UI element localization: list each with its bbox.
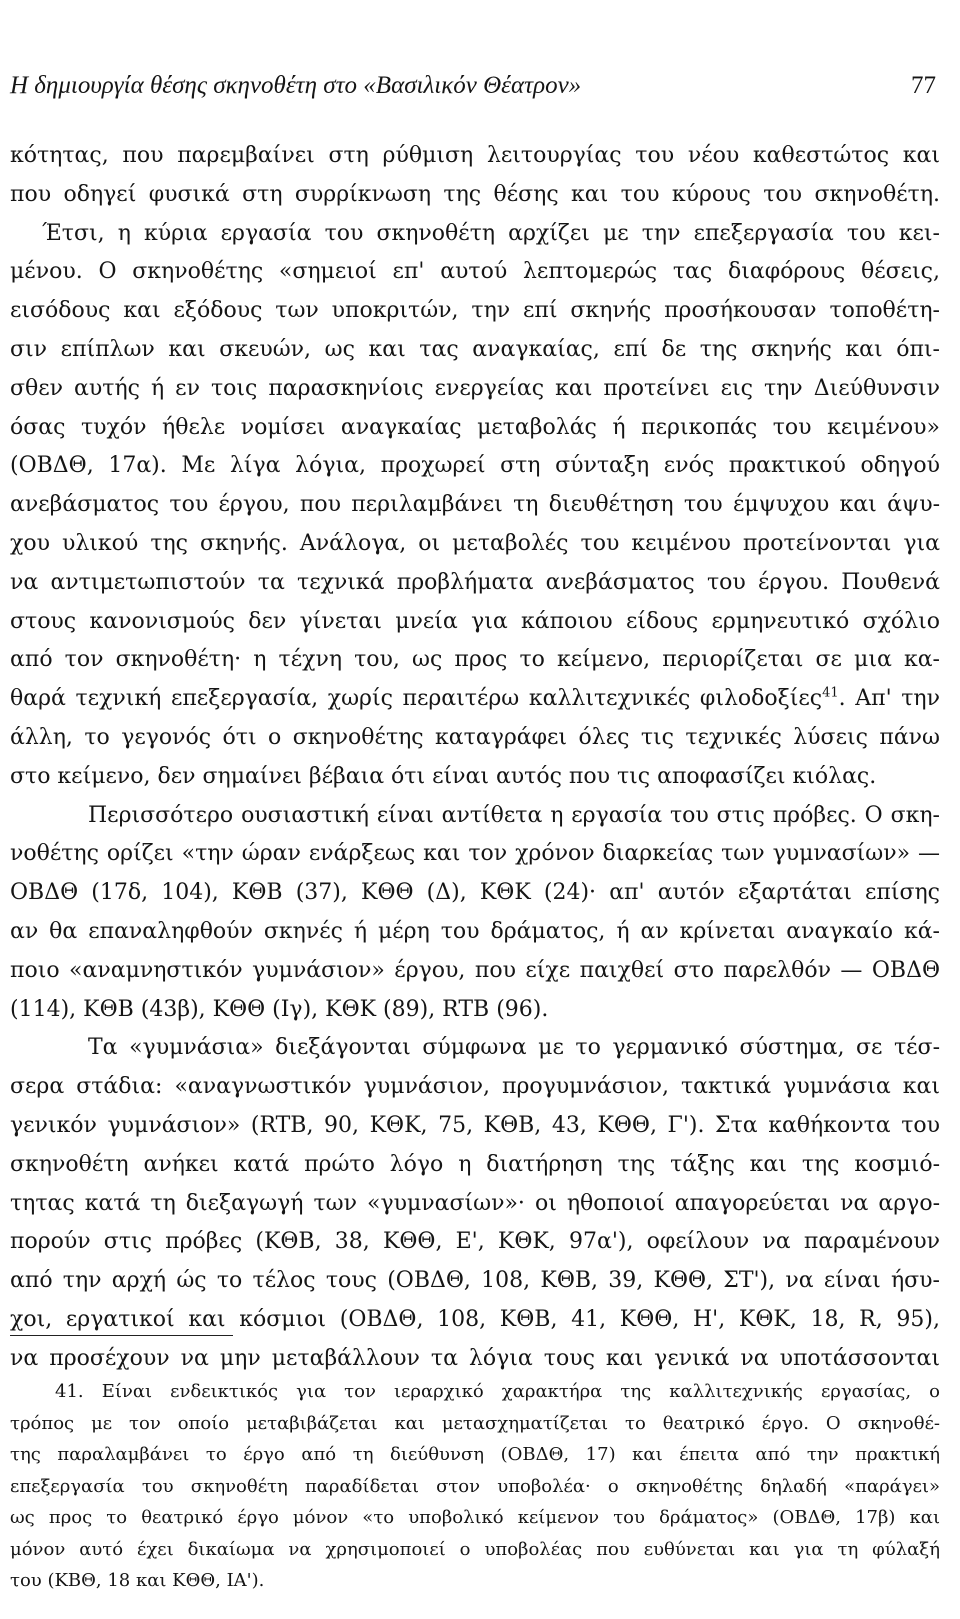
text-line: σιν επίπλων και σκευών, ως και τας αναγκαίας, επί δε της σκηνής και όπι- — [10, 336, 940, 362]
footnote-line — [10, 1376, 940, 1408]
text-line: Περισσότερο ουσιαστική είναι αντίθετα η εργασία του στις πρόβες. Ο σκη- — [88, 802, 940, 828]
text-line: σθεν αυτής ή εν τοις παρασκηνίοις ενεργείας και προτείνει εις την Διεύθυνσιν — [10, 375, 940, 401]
text-line: από τον σκηνοθέτη· η τέχνη του, ως προς το κείμενο, περιορίζεται σε μια κα- — [10, 647, 940, 673]
text-line: κότητας, που παρεμβαίνει στη ρύθμιση λειτουργίας του νέου καθεστώτος και — [10, 143, 940, 168]
footnote-text: Είναι ενδεικτικός για τον ιεραρχικό χαρακτήρα της καλλιτεχνικής εργασίας, ο — [101, 1381, 940, 1402]
text-line: που οδηγεί φυσικά στη συρρίκνωση της θέσης και του κύρους του σκηνοθέτη. — [10, 181, 940, 207]
footnote-line: του (ΚΒΘ, 18 και ΚΘΘ, ΙΑ'). — [10, 1570, 265, 1591]
footnote-line: της παραλαμβάνει το έργο από τη διεύθυνση (ΟΒΔΘ, 17) και έπειτα από την πρακτική — [10, 1444, 940, 1465]
text-line: σερα στάδια: «αναγνωστικόν γυμνάσιον, προγυμνάσιον, τακτικά γυμνάσια και — [10, 1074, 940, 1100]
text-line: Έτσι, η κύρια εργασία του σκηνοθέτη αρχίζει με την επεξεργασία του κει- — [42, 220, 940, 246]
footnote — [10, 1376, 940, 1597]
text-line: ανεβάσματος του έργου, που περιλαμβάνει τη διευθέτηση του έμψυχου και άψυ- — [10, 492, 940, 518]
footnote-number: 41. — [55, 1381, 84, 1402]
text-line: σκηνοθέτη ανήκει κατά πρώτο λόγο η διατήρηση της τάξης και της κοσμιό- — [10, 1151, 940, 1177]
running-title: Η δημιουργία θέσης σκηνοθέτη στο «Βασιλικόν Θέατρον» — [10, 72, 582, 99]
text-line: στους κανονισμούς δεν γίνεται μνεία για κάποιου είδους ερμηνευτικό σχόλιο — [10, 608, 940, 634]
footnote-line: τρόπος με τον οποίο μεταβιβάζεται και μετασχηματίζεται το θεατρικό έργο. Ο σκηνοθέ- — [10, 1412, 940, 1434]
page-header — [10, 72, 950, 112]
text-line: πορούν στις πρόβες (ΚΘΒ, 38, ΚΘΘ, Ε', ΚΘΚ, 97α'), οφείλουν να παραμένουν — [10, 1229, 940, 1255]
text-line: άλλη, το γεγονός ότι ο σκηνοθέτης καταγράφει όλες τις τεχνικές λύσεις πάνω — [10, 724, 940, 750]
text-segment: . Απ' την — [838, 686, 940, 712]
footnote-line: μόνον αυτό έχει δικαίωμα να χρησιμοποιεί ο υποβολέας που ευθύνεται και για τη φύλαξή — [10, 1538, 940, 1560]
text-line: στο κείμενο, δεν σημαίνει βέβαια ότι είναι αυτός που τις αποφασίζει κιόλας. — [10, 763, 877, 789]
text-line: τητας κατά τη διεξαγωγή των «γυμνασίων»· οι ηθοποιοί απαγορεύεται να αργο- — [10, 1190, 940, 1216]
page-number: 77 — [911, 72, 936, 99]
text-segment: θαρά τεχνική επεξεργασία, χωρίς περαιτέρω καλλιτεχνικές φιλοδοξίες — [10, 686, 823, 712]
text-line: γενικόν γυμνάσιον» (RTB, 90, ΚΘΚ, 75, ΚΘΒ, 43, ΚΘΘ, Γ'). Στα καθήκοντα του — [10, 1112, 940, 1138]
text-line: μένου. Ο σκηνοθέτης «σημειοί επ' αυτού λεπτομερώς τας διαφόρους θέσεις, — [10, 259, 940, 285]
text-line: ΟΒΔΘ (17δ, 104), ΚΘΒ (37), ΚΘΘ (Δ), ΚΘΚ (24)· απ' αυτόν εξαρτάται επίσης — [10, 880, 940, 906]
text-line: από την αρχή ώς το τέλος τους (ΟΒΔΘ, 108, ΚΘΒ, 39, ΚΘΘ, ΣΤ'), να είναι ήσυ- — [10, 1268, 940, 1294]
text-line: (ΟΒΔΘ, 17α). Με λίγα λόγια, προχωρεί στη σύνταξη ενός πρακτικού οδηγού — [10, 453, 940, 479]
text-line: (114), ΚΘΒ (43β), ΚΘΘ (Ιγ), ΚΘΚ (89), RTB (96). — [10, 996, 549, 1022]
text-line: να αντιμετωπιστούν τα τεχνικά προβλήματα ανεβάσματος του έργου. Πουθενά — [10, 569, 940, 595]
footnote-separator — [10, 1335, 233, 1336]
main-text — [10, 137, 940, 1379]
footnote-line: ως προς το θεατρικό έργο μόνον «το υποβολικό κείμενον του δράματος» (ΟΒΔΘ, 17β) και — [10, 1507, 940, 1528]
footnote-reference[interactable]: 41 — [822, 685, 839, 701]
text-line: αν θα επαναληφθούν σκηνές ή μέρη του δράματος, ή αν κρίνεται αναγκαίο κά- — [10, 918, 940, 944]
text-line: όσας τυχόν ήθελε νομίσει αναγκαίας μεταβολάς ή περικοπάς του κειμένου» — [10, 414, 940, 440]
text-line-with-footnote-ref — [10, 680, 940, 719]
text-line: χοι, εργατικοί και κόσμιοι (ΟΒΔΘ, 108, ΚΘΒ, 41, ΚΘΘ, Η', ΚΘΚ, 18, R, 95), — [10, 1306, 940, 1332]
text-line: χου υλικού της σκηνής. Ανάλογα, οι μεταβολές του κειμένου προτείνονται για — [10, 530, 940, 556]
text-line: ποιο «αναμνηστικόν γυμνάσιον» έργου, που είχε παιχθεί στο παρελθόν — ΟΒΔΘ — [10, 957, 940, 983]
text-line: εισόδους και εξόδους των υποκριτών, την επί σκηνής προσήκουσαν τοποθέτη- — [10, 298, 940, 324]
text-line: νοθέτης ορίζει «την ώραν ενάρξεως και τον χρόνον διαρκείας των γυμνασίων» — — [10, 841, 940, 867]
footnote-line: επεξεργασία του σκηνοθέτη παραδίδεται στον υποβολέα· ο σκηνοθέτης δηλαδή «παράγει» — [10, 1475, 940, 1497]
text-line: να προσέχουν να μην μεταβάλλουν τα λόγια τους και γενικά να υποτάσσονται — [10, 1345, 940, 1371]
text-line: Τα «γυμνάσια» διεξάγονται σύμφωνα με το γερμανικό σύστημα, σε τέσ- — [88, 1035, 940, 1061]
